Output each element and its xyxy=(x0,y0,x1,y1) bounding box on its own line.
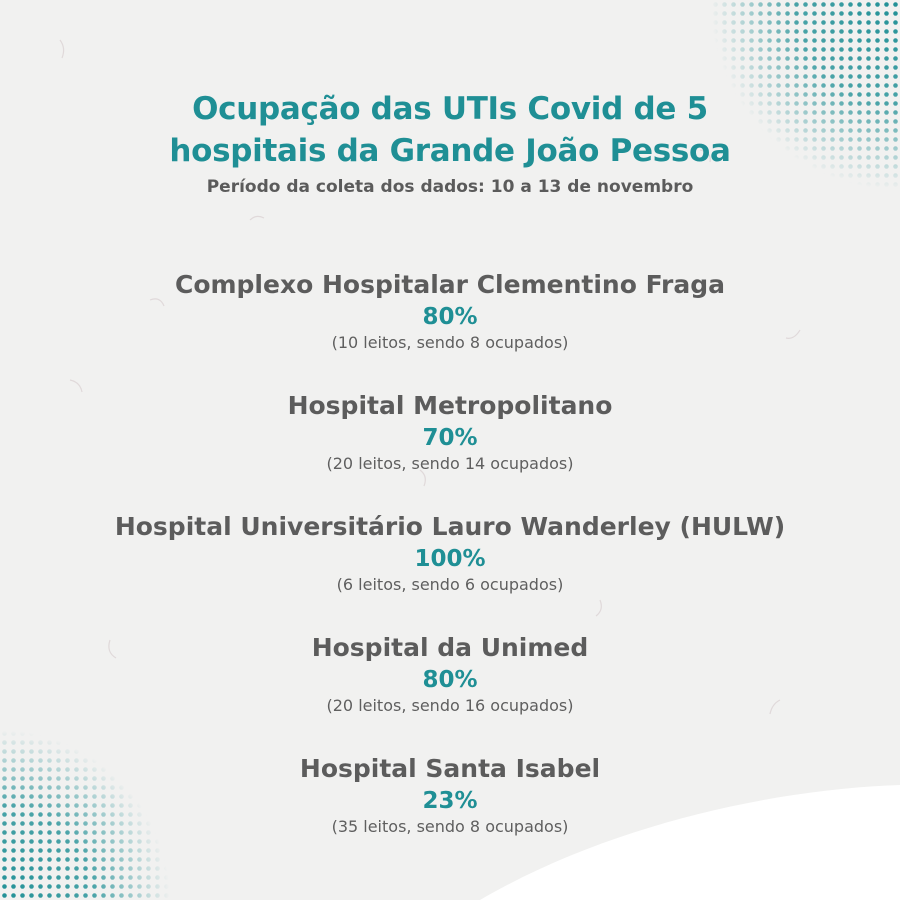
hospital-detail: (35 leitos, sendo 8 ocupados) xyxy=(331,817,569,836)
hospital-detail: (20 leitos, sendo 14 ocupados) xyxy=(326,454,574,473)
hospital-item xyxy=(0,510,900,631)
hospital-item xyxy=(0,631,900,752)
title-line-2: hospitais da Grande João Pessoa xyxy=(169,133,731,169)
page-subtitle: Período da coleta dos dados: 10 a 13 de novembro xyxy=(206,177,694,197)
hospital-name: Complexo Hospitalar Clementino Fraga xyxy=(174,270,726,299)
hospital-item xyxy=(0,752,900,873)
hospital-name: Hospital Santa Isabel xyxy=(299,754,601,783)
header xyxy=(0,88,900,198)
hospital-name: Hospital Metropolitano xyxy=(287,391,613,420)
hospital-occupancy: 100% xyxy=(414,546,486,572)
hospital-item xyxy=(0,268,900,389)
hospital-occupancy: 70% xyxy=(422,425,478,451)
hospital-detail: (20 leitos, sendo 16 ocupados) xyxy=(326,696,574,715)
hospital-occupancy: 80% xyxy=(422,304,478,330)
hospital-occupancy: 80% xyxy=(422,667,478,693)
hospital-detail: (10 leitos, sendo 8 ocupados) xyxy=(331,333,569,352)
hospital-list xyxy=(0,268,900,873)
hospital-occupancy: 23% xyxy=(422,788,478,814)
hospital-name: Hospital da Unimed xyxy=(311,633,589,662)
hospital-item xyxy=(0,389,900,510)
hospital-name: Hospital Universitário Lauro Wanderley (HULW) xyxy=(114,512,786,541)
title-line-1: Ocupação das UTIs Covid de 5 xyxy=(192,91,708,127)
page-title xyxy=(0,88,900,172)
hospital-detail: (6 leitos, sendo 6 ocupados) xyxy=(336,575,564,594)
